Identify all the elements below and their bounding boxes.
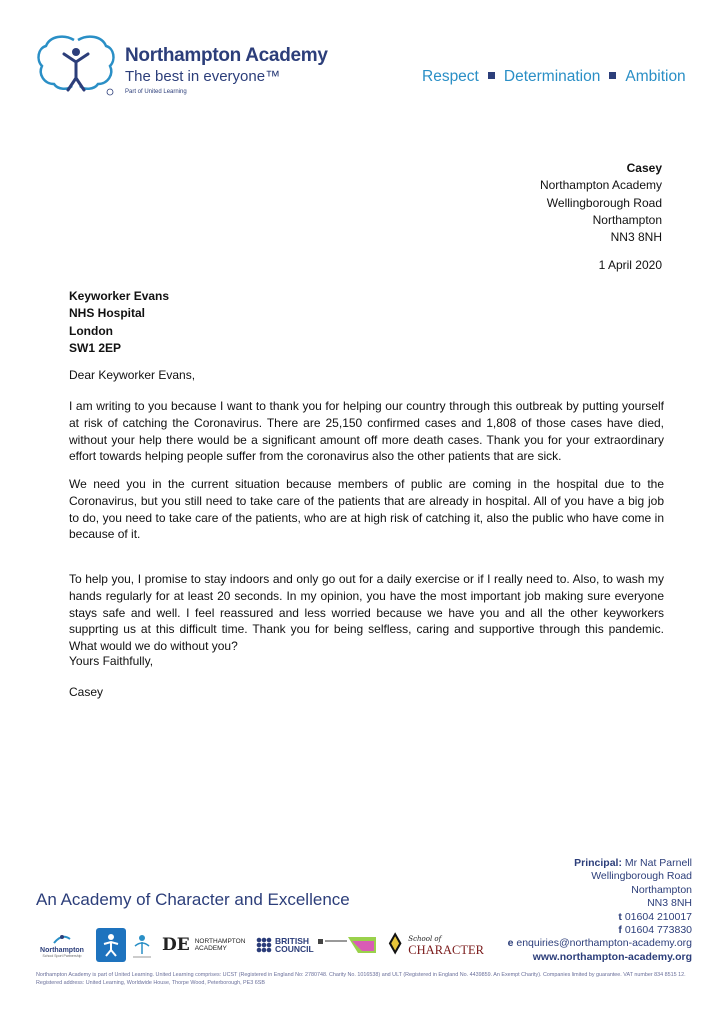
soc-line-2: CHARACTER <box>408 942 484 957</box>
recipient-address <box>69 288 169 357</box>
phone-label: t <box>618 910 622 923</box>
duke-of-edinburgh-logo <box>162 928 252 962</box>
character-diamond-icon <box>388 928 402 962</box>
nssp-swoosh-icon <box>52 933 72 947</box>
closing: Yours Faithfully, <box>69 654 154 668</box>
sport-logo <box>96 928 126 962</box>
salutation: Dear Keyworker Evans, <box>69 368 196 382</box>
body-paragraph: I am writing to you because I want to thank you for helping our country through this outbreak by putting yourself at risk of catching the Coronavirus. There are 25,150 confirmed cases and 1,808 of those cases have died, without your help there would be a significant amount off more death cases. Thank you for your extraordinary effort towards helping people suffer from the coronavirus also the other patients that are sick. <box>69 399 664 464</box>
bc-line-2: COUNCIL <box>275 944 314 954</box>
wellbeing-figure-icon <box>130 928 154 962</box>
footer-address-line: Northampton <box>631 883 692 896</box>
de-academy-name: NORTHAMPTON ACADEMY <box>194 938 246 952</box>
academy-logo-icon <box>34 30 118 100</box>
letter-date: 1 April 2020 <box>598 258 662 272</box>
isa-band-icon <box>318 935 378 955</box>
principal-name: Mr Nat Parnell <box>624 857 692 869</box>
value-ambition: Ambition <box>625 68 686 85</box>
international-school-award-logo <box>318 928 380 962</box>
recipient-line: SW1 2EP <box>69 340 122 355</box>
signoff-name: Casey <box>69 685 104 699</box>
bc-line-1: BRITISH <box>275 936 309 946</box>
org-name: Northampton Academy <box>125 45 328 66</box>
nssp-subtitle: School Sport Partnership <box>42 953 82 958</box>
value-respect: Respect <box>422 68 479 85</box>
recipient-line: Keyworker Evans <box>69 289 170 303</box>
nssp-title: Northampton <box>40 946 84 954</box>
principal-label: Principal: <box>574 857 622 869</box>
sender-address-line: NN3 8NH <box>610 230 662 245</box>
fax-number: 01604 773830 <box>624 924 692 937</box>
british-council-logo <box>256 928 318 962</box>
sender-name: Casey <box>626 161 662 175</box>
british-council-dots-icon <box>256 937 272 953</box>
footer-address-line: Wellingborough Road <box>591 870 692 883</box>
school-values <box>422 68 686 86</box>
wellbeing-logo <box>130 928 154 962</box>
recipient-line: London <box>69 323 113 338</box>
email-label: e <box>507 937 514 950</box>
fax-label: f <box>618 924 622 937</box>
square-bullet-icon <box>609 72 616 79</box>
legal-notice: Northampton Academy is part of United Learning. United Learning comprises: UCST (Registered in England No: 2780748. Charity No. 1016538) and ULT (Registered in England No. 4439859. An Exempt Charity). Companies limited by guarantee. VAT number 834 8515 12. Registered address: United Learning, Worldwide House, Thorpe Wood, Peterborough, PE3 6SB <box>36 972 686 986</box>
footer-address-line: NN3 8NH <box>647 897 692 910</box>
body-paragraph: We need you in the current situation because members of public are coming in the hospital due to the Coronavirus, but you still need to take care of the patients that are already in hospital. All of you have a big job to do, you need to take care of the patients, who are at high risk of catching it, also the public who have come in because of it. <box>69 477 664 542</box>
school-of-character-logo <box>388 928 484 962</box>
sender-address-line: Northampton <box>592 212 662 227</box>
sender-address-line: Wellingborough Road <box>546 195 662 210</box>
org-parent: Part of United Learning <box>125 89 187 95</box>
website-link[interactable]: www.northampton-academy.org <box>532 950 692 963</box>
sender-address-line: Northampton Academy <box>539 178 662 193</box>
value-determination: Determination <box>503 68 601 85</box>
school-sport-partnership-logo <box>36 928 88 962</box>
body-paragraph: To help you, I promise to stay indoors and only go out for a daily exercise or if I really need to. Also, to wash my hands regularly for at least 20 seconds. In my opinion, you have the most important job making sure everyone stays safe and well. I feel reassured and less worried because we have you and all the other keyworkers supprting us at this difficult time. Thank you for being selfless, caring and supportive through this pandemic. What would we do without you? <box>69 572 664 654</box>
soc-line-1: School of <box>408 934 442 943</box>
org-tagline: The best in everyone™ <box>125 68 281 85</box>
de-letters: DE <box>162 935 190 955</box>
footer-motto: An Academy of Character and Excellence <box>36 890 350 909</box>
sender-address <box>540 160 662 246</box>
footer-contact <box>508 857 692 964</box>
phone-number: 01604 210017 <box>624 910 692 923</box>
recipient-line: NHS Hospital <box>69 306 146 321</box>
email-link[interactable]: enquiries@northampton-academy.org <box>516 937 692 950</box>
sport-figure-icon <box>96 928 126 962</box>
square-bullet-icon <box>488 72 495 79</box>
